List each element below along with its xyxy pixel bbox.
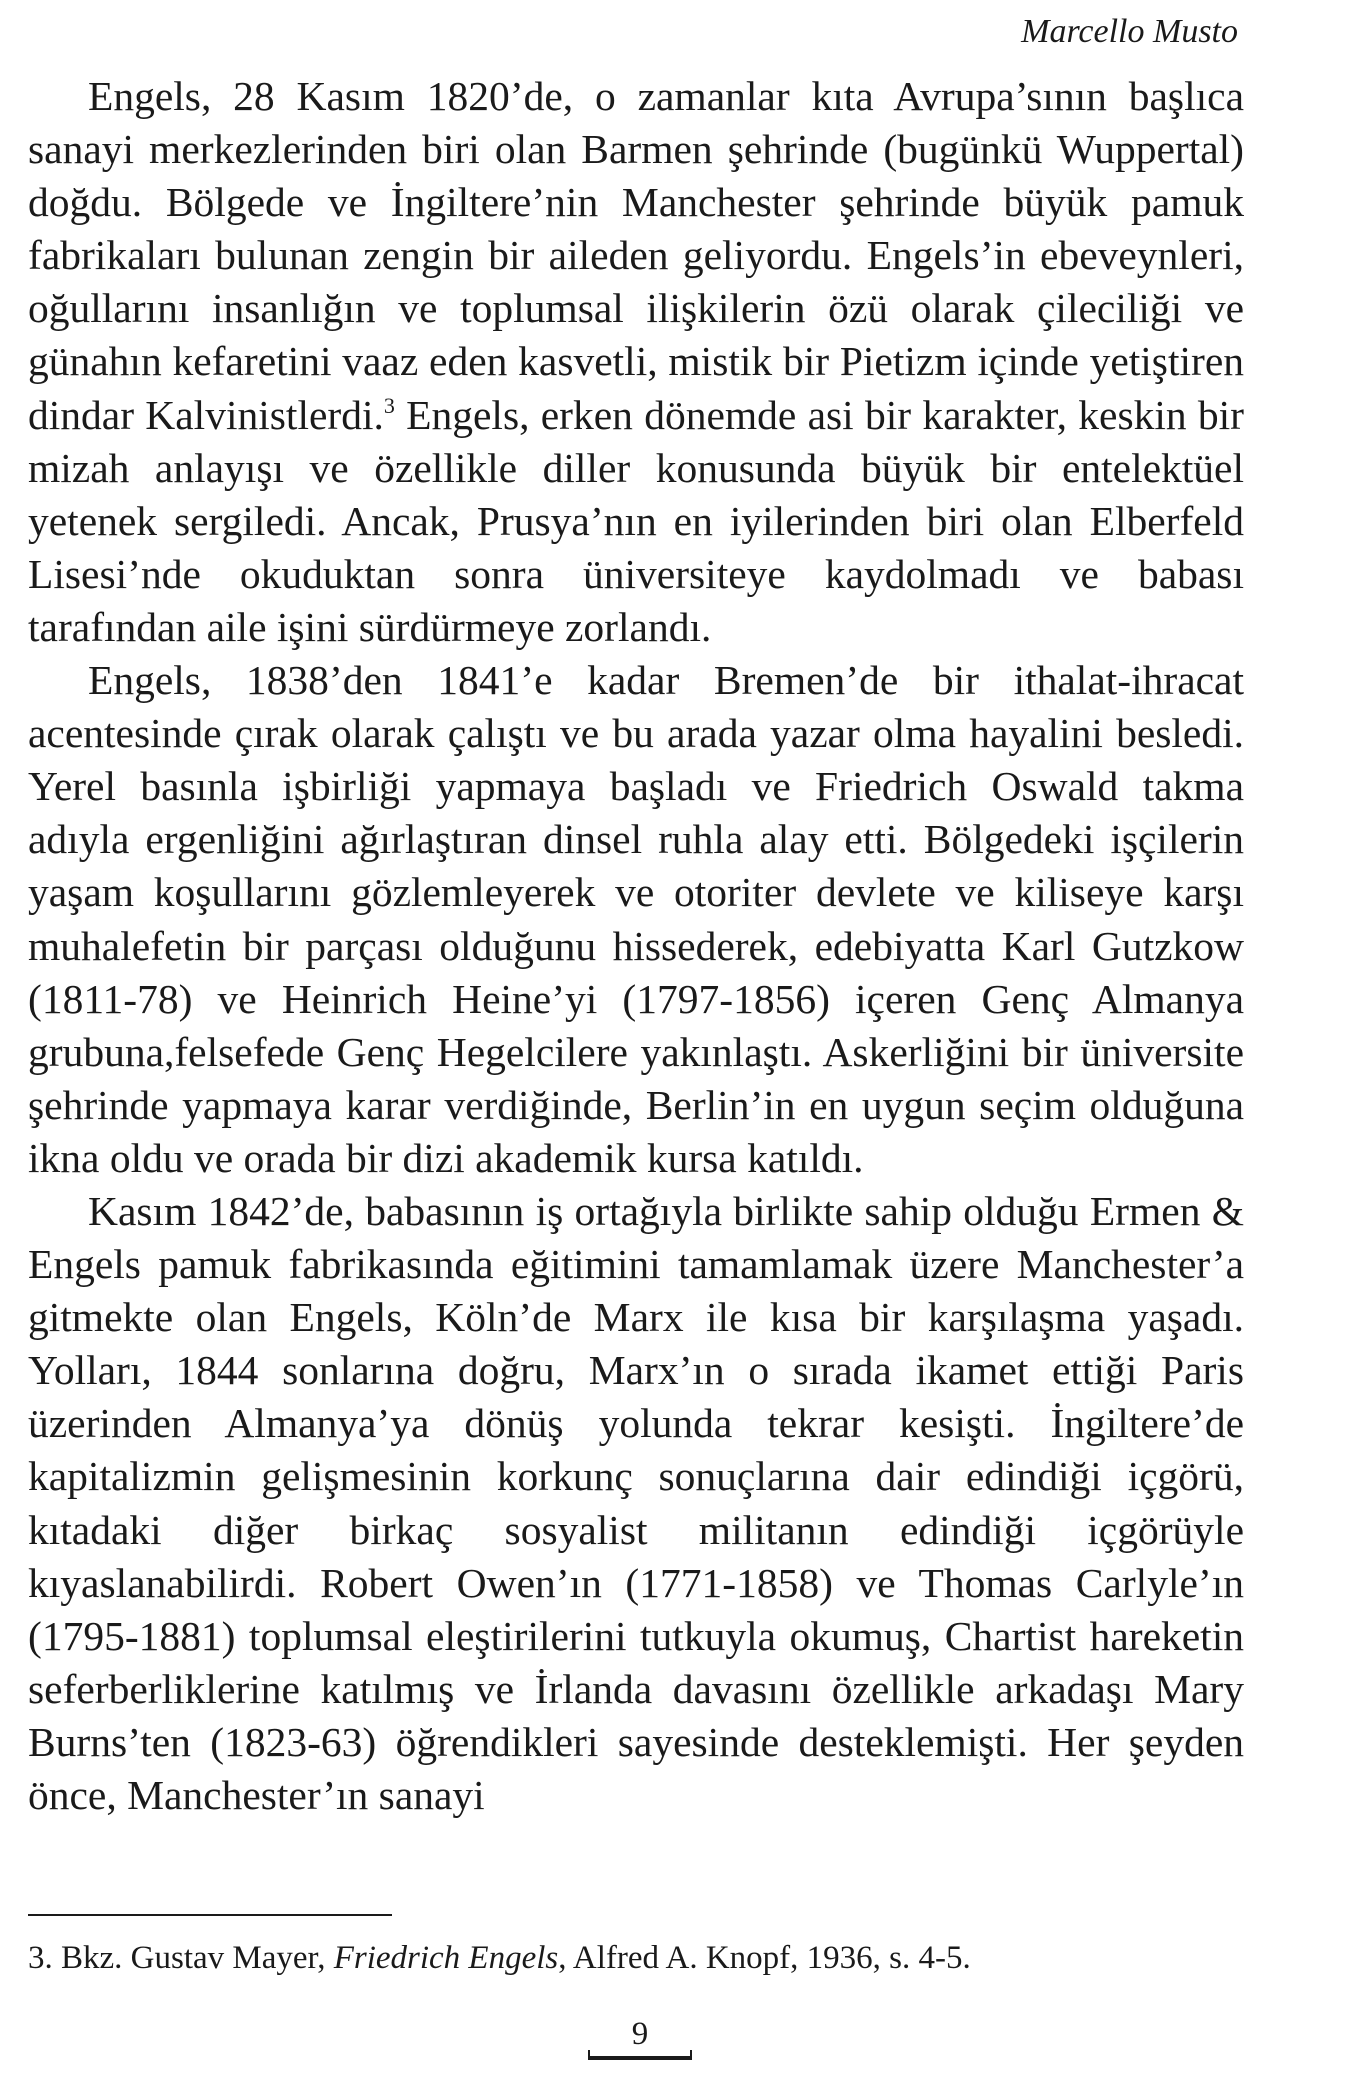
footnote-prefix: 3. Bkz. Gustav Mayer, <box>28 1940 334 1976</box>
footnote <box>28 1936 1244 1980</box>
main-text <box>28 70 1244 1822</box>
page-number-value: 9 <box>631 2016 649 2052</box>
footnote-suffix: , Alfred A. Knopf, 1936, s. 4-5. <box>558 1940 971 1976</box>
paragraph-1-text: Engels, 28 Kasım 1820’de, o zamanlar kıta Avrupa’sının başlıca sanayi merkezlerinden biri olan Barmen şehrinde (bugünkü Wuppertal) doğdu. Bölgede ve İngiltere’nin Manchester şehrinde büyük pamuk fabrikaları bulunan zengin bir aileden geliyordu. Engels’in ebeveynleri, oğullarını insanlığın ve toplumsal ilişkilerin özü olarak çileciliği ve günahın kefaretini vaaz eden kasvetli, mistik bir Pietizm içinde yetiştiren dindar Kalvinistlerdi. <box>28 73 1244 438</box>
footnote-reference: 3 <box>383 392 395 418</box>
page-number <box>588 2016 692 2060</box>
footnote-divider <box>28 1914 392 1916</box>
footnote-book-title: Friedrich Engels <box>333 1940 559 1976</box>
paragraph-1 <box>28 70 1244 654</box>
page-number-bracket <box>588 2050 692 2060</box>
paragraph-2: Engels, 1838’den 1841’e kadar Bremen’de bir ithalat-ihracat acentesinde çırak olarak çalıştı ve bu arada yazar olma hayalini besledi. Yerel basınla işbirliği yapmaya başladı ve Friedrich Oswald takma adıyla ergenliğini ağırlaştıran dinsel ruhla alay etti. Bölgedeki işçilerin yaşam koşullarını gözlemleyerek ve otoriter devlete ve kiliseye karşı muhalefetin bir parçası olduğunu hissederek, edebiyatta Karl Gutzkow (1811-78) ve Heinrich Heine’yi (1797-1856) içeren Genç Almanya grubuna,felsefede Genç Hegelcilere yakınlaştı. Askerliğini bir üniversite şehrinde yapmaya karar verdiğinde, Berlin’in en uygun seçim olduğuna ikna oldu ve orada bir dizi akademik kursa katıldı. <box>28 657 1244 1181</box>
paragraph-3: Kasım 1842’de, babasının iş ortağıyla birlikte sahip olduğu Ermen & Engels pamuk fabrikasında eğitimini tamamlamak üzere Manchester’a gitmekte olan Engels, Köln’de Marx ile kısa bir karşılaşma yaşadı. Yolları, 1844 sonlarına doğru, Marx’ın o sırada ikamet ettiği Paris üzerinden Almanya’ya dönüş yolunda tekrar kesişti. İngiltere’de kapitalizmin gelişmesinin korkunç sonuçlarına dair edindiği içgörü, kıtadaki diğer birkaç sosyalist militanın edindiği içgörüyle kıyaslanabilirdi. Robert Owen’ın (1771-1858) ve Thomas Carlyle’ın (1795-1881) toplumsal eleştirilerini tutkuyla okumuş, Chartist hareketin seferberliklerine katılmış ve İrlanda davasını özellikle arkadaşı Mary Burns’ten (1823-63) öğrendikleri sayesinde desteklemişti. Her şeyden önce, Manchester’ın sanayi <box>28 1187 1244 1818</box>
running-header-author: Marcello Musto <box>1021 13 1238 50</box>
paragraph-1-continuation: Engels, erken dönemde asi bir karakter, keskin bir mizah anlayışı ve özellikle diller konusunda büyük bir entelektüel yetenek sergiledi. Ancak, Prusya’nın en iyilerinden biri olan Elberfeld Lisesi’nde okuduktan sonra üniversiteye kaydolmadı ve babası tarafından aile işini sürdürmeye zorlandı. <box>28 391 1244 650</box>
